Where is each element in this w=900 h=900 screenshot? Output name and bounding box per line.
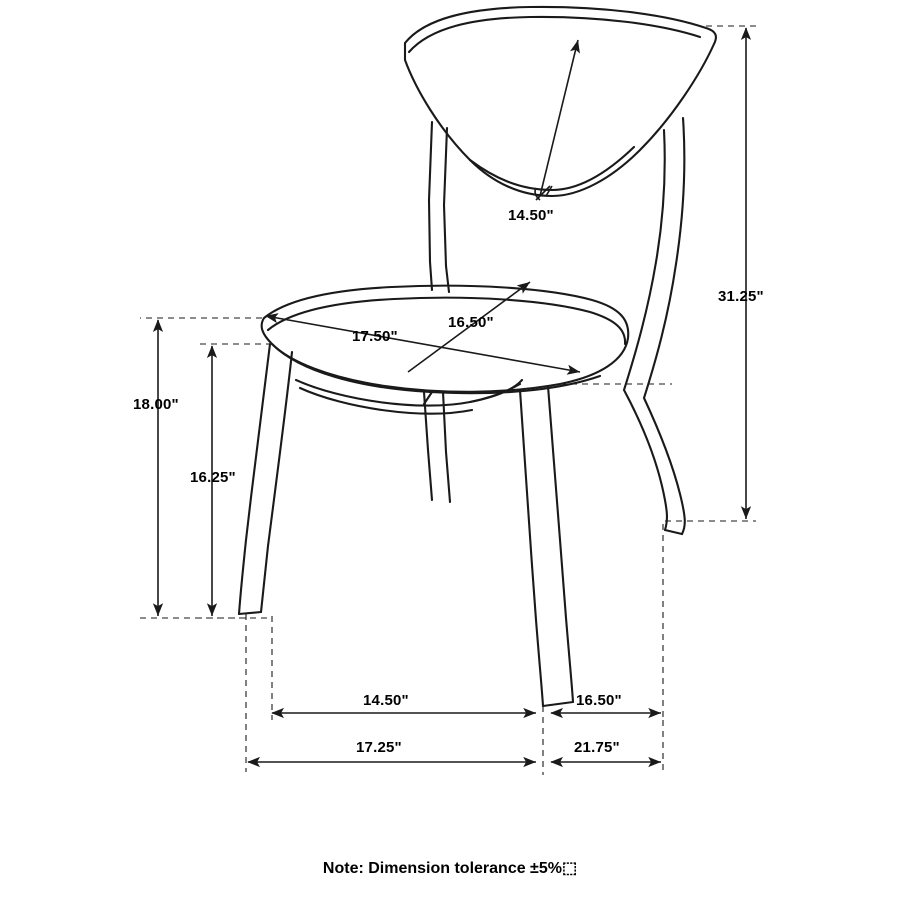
dimension-label-overall-height: 31.25"	[718, 288, 764, 305]
dimension-label-side-leg-span: 16.50"	[576, 692, 622, 709]
dimension-label-back-height-arrow: 14.50"	[508, 207, 554, 224]
dimension-label-overall-depth: 21.75"	[574, 739, 620, 756]
dimension-label-lower-seat-height: 16.25"	[190, 469, 236, 486]
dimension-label-seat-depth: 16.50"	[448, 314, 494, 331]
dimension-label-seat-height: 18.00"	[133, 396, 179, 413]
tolerance-note: Note: Dimension tolerance ±5%⬚	[322, 860, 578, 877]
dimension-label-overall-width: 17.25"	[356, 739, 402, 756]
dimension-label-front-leg-span: 14.50"	[363, 692, 409, 709]
chair-outline	[239, 7, 716, 706]
dimension-label-seat-width: 17.50"	[352, 328, 398, 345]
